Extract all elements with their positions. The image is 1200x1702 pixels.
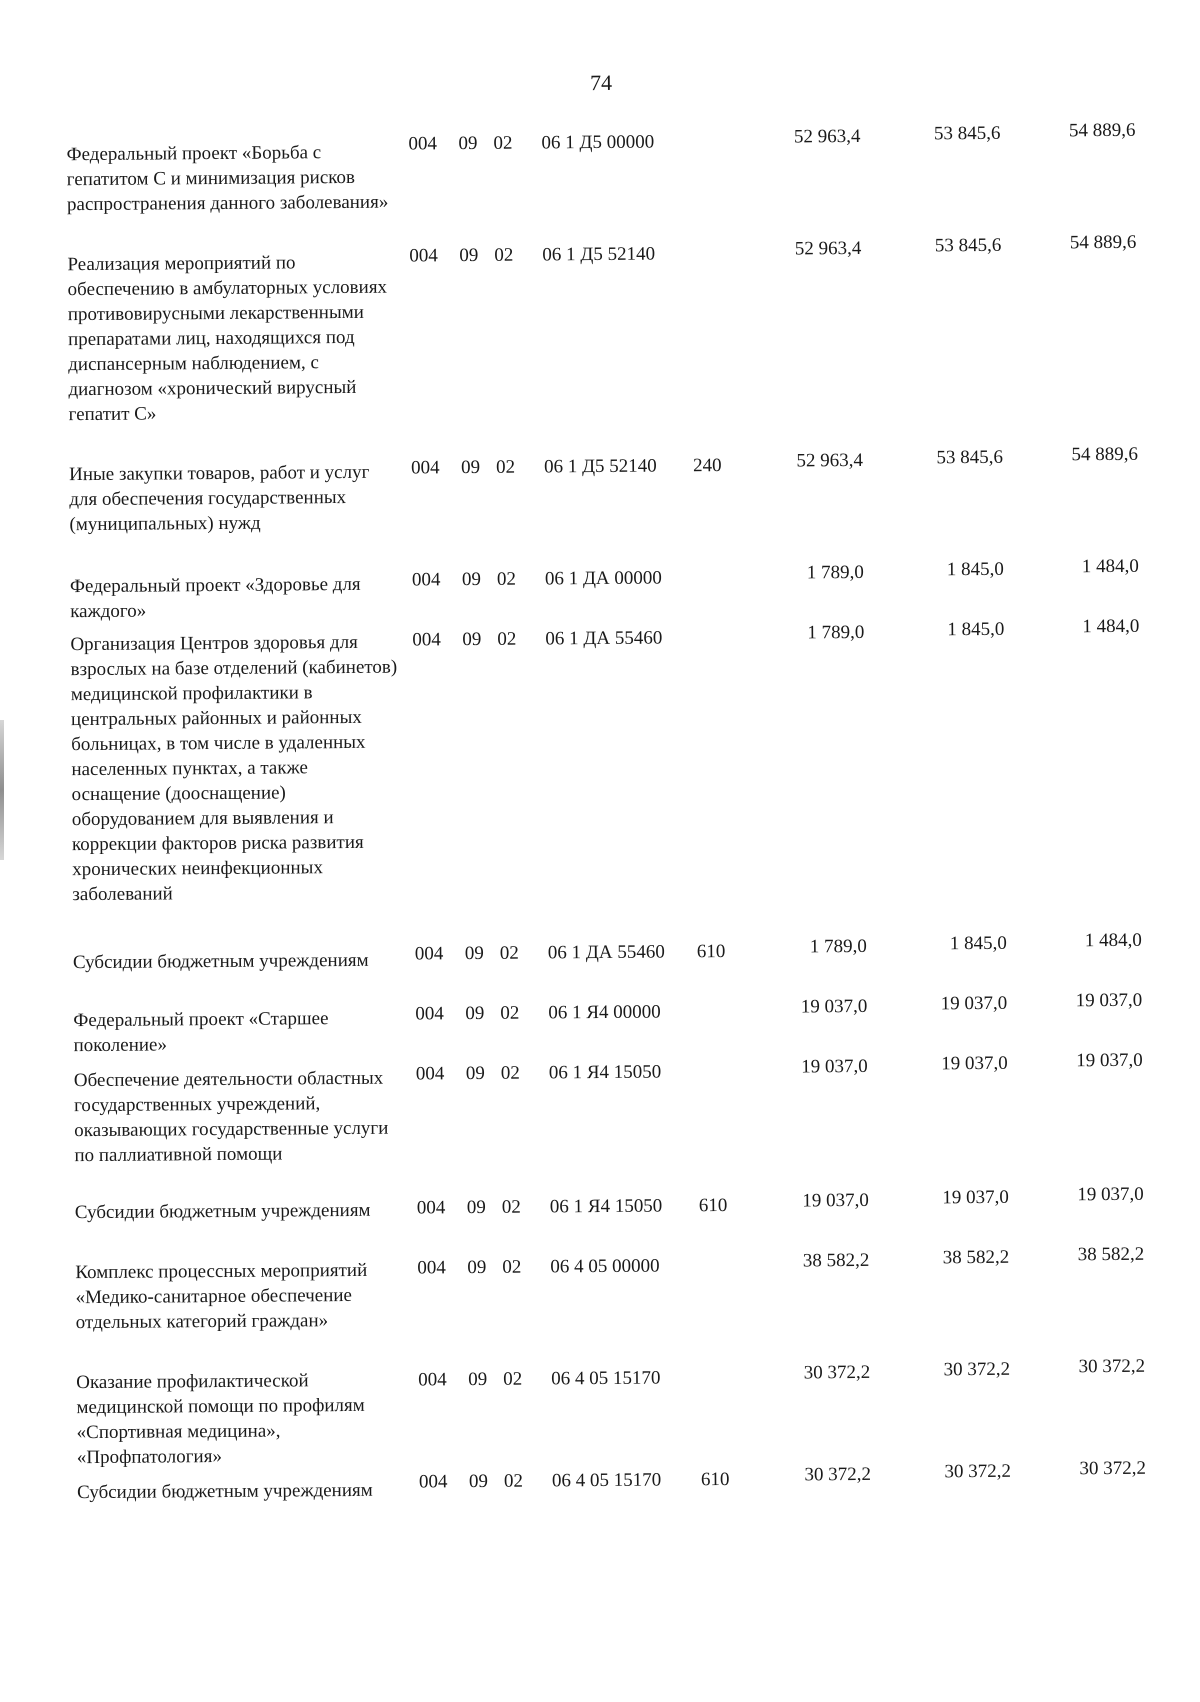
subsection-code: 02 bbox=[500, 1062, 520, 1084]
target-code: 06 1 ДА 00000 bbox=[544, 567, 662, 590]
amount-year-3: 1 484,0 bbox=[1082, 615, 1140, 638]
ministry-code: 004 bbox=[410, 457, 440, 479]
row-name: Обеспечение деятельности областных государственных учреждений, оказывающих государственные услуги по паллиативной помощи bbox=[73, 1067, 389, 1167]
table-row bbox=[11, 1457, 1200, 1504]
subsection-code: 02 bbox=[496, 568, 517, 590]
table-row bbox=[7, 989, 1200, 1057]
amount-year-1: 1 789,0 bbox=[809, 935, 867, 958]
subsection-code: 02 bbox=[503, 1368, 523, 1390]
ministry-code: 004 bbox=[415, 1063, 445, 1085]
amount-year-1: 1 789,0 bbox=[807, 621, 865, 644]
table-row bbox=[0, 119, 1200, 216]
amount-year-2: 30 372,2 bbox=[944, 1460, 1012, 1483]
ministry-code: 004 bbox=[418, 1471, 448, 1493]
amount-year-3: 19 037,0 bbox=[1076, 1049, 1143, 1072]
subsection-code: 02 bbox=[502, 1256, 522, 1278]
amount-year-3: 1 484,0 bbox=[1081, 555, 1139, 578]
section-code: 09 bbox=[458, 132, 478, 155]
subsection-code: 02 bbox=[503, 1470, 524, 1492]
row-name: Оказание профилактической медицинской помощи по профилям «Спортивная медицина», «Профпатология» bbox=[76, 1370, 365, 1469]
amount-year-3: 30 372,2 bbox=[1078, 1355, 1146, 1378]
amount-year-1: 30 372,2 bbox=[804, 1463, 872, 1486]
target-code: 06 4 05 15170 bbox=[551, 1367, 661, 1390]
target-code: 06 1 Я4 15050 bbox=[548, 1061, 662, 1084]
page-number: 74 bbox=[589, 69, 613, 96]
section-code: 09 bbox=[462, 628, 482, 651]
subsection-code: 02 bbox=[499, 942, 519, 964]
scan-edge-artifact bbox=[0, 720, 4, 860]
table-row bbox=[4, 555, 1200, 623]
row-name: Иные закупки товаров, работ и услуг для обеспечения государственных (муниципальных) нужд bbox=[69, 461, 370, 536]
target-code: 06 1 Д5 52140 bbox=[543, 455, 657, 478]
amount-year-1: 52 963,4 bbox=[793, 125, 861, 148]
section-code: 09 bbox=[466, 1196, 486, 1219]
ministry-code: 004 bbox=[417, 1257, 446, 1279]
amount-year-2: 38 582,2 bbox=[942, 1246, 1010, 1269]
target-code: 06 1 Я4 00000 bbox=[548, 1001, 661, 1024]
amount-year-1: 1 789,0 bbox=[806, 561, 864, 584]
subsection-code: 02 bbox=[501, 1196, 521, 1218]
expense-kind: 610 bbox=[696, 941, 726, 963]
section-code: 09 bbox=[459, 244, 479, 267]
amount-year-3: 54 889,6 bbox=[1068, 119, 1136, 142]
table-row bbox=[8, 1049, 1200, 1167]
amount-year-1: 38 582,2 bbox=[802, 1249, 870, 1272]
row-name: Федеральный проект «Здоровье для каждого» bbox=[69, 573, 361, 623]
section-code: 09 bbox=[468, 1470, 489, 1493]
amount-year-2: 19 037,0 bbox=[942, 1186, 1009, 1209]
section-code: 09 bbox=[465, 1062, 485, 1085]
amount-year-2: 19 037,0 bbox=[941, 1052, 1008, 1075]
amount-year-2: 53 845,6 bbox=[936, 446, 1004, 469]
amount-year-1: 52 963,4 bbox=[794, 237, 862, 260]
ministry-code: 004 bbox=[414, 943, 444, 965]
subsection-code: 02 bbox=[495, 456, 516, 478]
table-row bbox=[9, 1183, 1200, 1224]
amount-year-2: 1 845,0 bbox=[949, 932, 1007, 955]
amount-year-1: 52 963,4 bbox=[796, 449, 864, 472]
amount-year-1: 19 037,0 bbox=[801, 1055, 868, 1078]
ministry-code: 004 bbox=[415, 1003, 444, 1025]
amount-year-3: 1 484,0 bbox=[1084, 929, 1142, 952]
ministry-code: 004 bbox=[409, 245, 438, 267]
amount-year-2: 53 845,6 bbox=[934, 234, 1002, 257]
amount-year-3: 30 372,2 bbox=[1079, 1457, 1147, 1480]
target-code: 06 4 05 00000 bbox=[550, 1255, 660, 1278]
ministry-code: 004 bbox=[408, 133, 438, 155]
subsection-code: 02 bbox=[493, 132, 513, 154]
expense-kind: 610 bbox=[698, 1195, 728, 1217]
section-code: 09 bbox=[460, 456, 481, 479]
table-row bbox=[3, 443, 1200, 536]
row-name: Организация Центров здоровья для взрослых на базе отделений (кабинетов) медицинской профилактики в центральных районных и районных больницах, в том числе в удаленных населенных пунктах, а также оснащение (дооснащение) оборудованием для выявления и коррекции факторов риска развития хронических неинфекционных заболеваний bbox=[70, 631, 398, 906]
target-code: 06 1 Я4 15050 bbox=[549, 1195, 663, 1218]
table-row bbox=[7, 929, 1200, 974]
amount-year-3: 54 889,6 bbox=[1069, 231, 1137, 254]
amount-year-2: 53 845,6 bbox=[933, 122, 1001, 145]
expense-kind: 240 bbox=[692, 455, 722, 477]
section-code: 09 bbox=[464, 942, 484, 965]
ministry-code: 004 bbox=[416, 1197, 446, 1219]
expense-kind: 610 bbox=[700, 1469, 730, 1491]
target-code: 06 1 Д5 52140 bbox=[542, 243, 656, 266]
row-name: Федеральный проект «Старшее поколение» bbox=[73, 1008, 329, 1057]
row-name: Федеральный проект «Борьба с гепатитом С и минимизация рисков распространения данного заболевания» bbox=[66, 142, 389, 216]
subsection-code: 02 bbox=[494, 244, 514, 266]
amount-year-1: 19 037,0 bbox=[802, 1189, 869, 1212]
amount-year-2: 19 037,0 bbox=[940, 992, 1008, 1015]
amount-year-1: 30 372,2 bbox=[803, 1361, 871, 1384]
section-code: 09 bbox=[461, 568, 482, 591]
amount-year-3: 19 037,0 bbox=[1077, 1183, 1144, 1206]
target-code: 06 4 05 15170 bbox=[551, 1469, 662, 1492]
table-row bbox=[4, 615, 1200, 906]
table-row bbox=[9, 1243, 1200, 1334]
section-code: 09 bbox=[465, 1002, 485, 1025]
target-code: 06 1 ДА 55460 bbox=[547, 941, 665, 964]
ministry-code: 004 bbox=[411, 569, 441, 591]
row-name: Субсидии бюджетным учреждениям bbox=[72, 949, 369, 974]
target-code: 06 1 Д5 00000 bbox=[541, 131, 655, 154]
amount-year-3: 19 037,0 bbox=[1075, 989, 1143, 1012]
row-name: Субсидии бюджетным учреждениям bbox=[76, 1479, 373, 1504]
subsection-code: 02 bbox=[500, 1002, 520, 1024]
section-code: 09 bbox=[468, 1368, 488, 1391]
table-row bbox=[1, 231, 1200, 426]
target-code: 06 1 ДА 55460 bbox=[545, 627, 663, 650]
ministry-code: 004 bbox=[418, 1369, 447, 1391]
amount-year-3: 38 582,2 bbox=[1077, 1243, 1145, 1266]
row-name: Комплекс процессных мероприятий «Медико-санитарное обеспечение отдельных категорий граждан» bbox=[75, 1259, 368, 1334]
amount-year-2: 30 372,2 bbox=[943, 1358, 1011, 1381]
amount-year-2: 1 845,0 bbox=[946, 558, 1004, 581]
subsection-code: 02 bbox=[497, 628, 517, 650]
ministry-code: 004 bbox=[412, 629, 441, 651]
amount-year-1: 19 037,0 bbox=[800, 995, 868, 1018]
row-name: Субсидии бюджетным учреждениям bbox=[74, 1199, 371, 1224]
section-code: 09 bbox=[467, 1256, 487, 1279]
row-name: Реализация мероприятий по обеспечению в амбулаторных условиях противовирусными лекарственными препаратами лиц, находящихся под диспансерным наблюдением, с диагнозом «хронический вирусный гепатит С» bbox=[67, 252, 388, 426]
amount-year-2: 1 845,0 bbox=[947, 618, 1005, 641]
table-row bbox=[10, 1355, 1200, 1469]
amount-year-3: 54 889,6 bbox=[1071, 443, 1139, 466]
